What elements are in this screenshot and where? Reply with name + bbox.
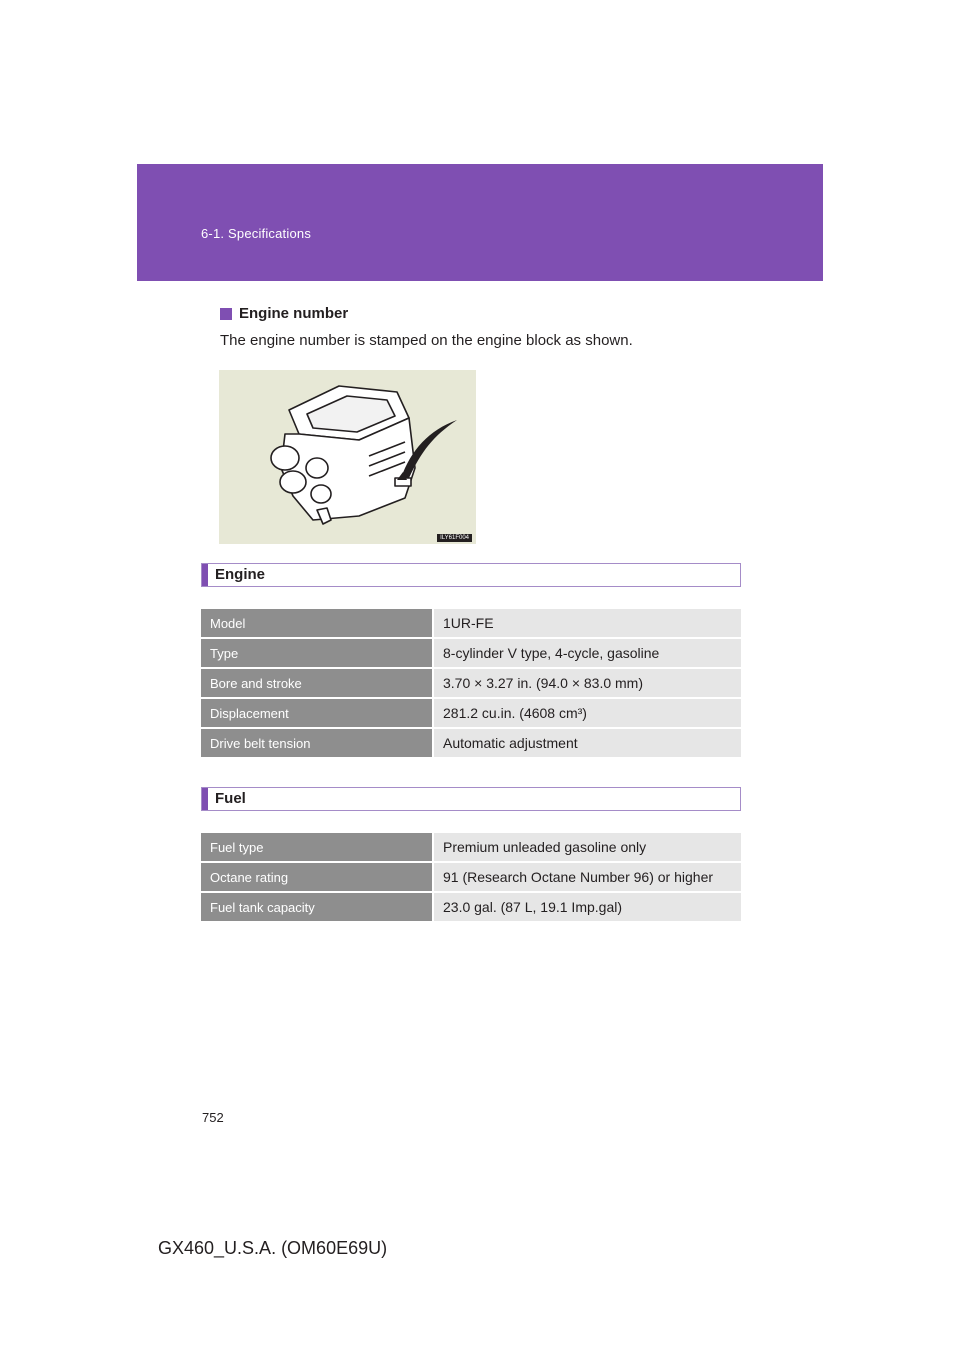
spec-label: Bore and stroke [201,668,433,698]
spec-value: Automatic adjustment [433,728,741,758]
engine-section-header [201,563,741,587]
square-bullet-icon [220,308,232,320]
table-row [201,833,741,862]
fuel-section-header [201,787,741,811]
spec-value: 281.2 cu.in. (4608 cm³) [433,698,741,728]
engine-section-title: Engine [215,566,266,583]
table-row [201,609,741,638]
table-row [201,728,741,758]
section-title: 6-1. Specifications [201,226,312,241]
page-number: 752 [202,1110,224,1125]
engine-number-heading-text: Engine number [239,305,349,322]
engine-illustration [219,370,476,544]
document-code: GX460_U.S.A. (OM60E69U) [158,1238,388,1258]
spec-value: 23.0 gal. (87 L, 19.1 Imp.gal) [433,892,741,922]
spec-label: Fuel tank capacity [201,892,433,922]
table-row [201,638,741,668]
spec-label: Octane rating [201,862,433,892]
table-row [201,668,741,698]
chapter-header-band [137,164,823,281]
engine-number-heading [220,305,348,322]
table-row [201,892,741,922]
figure-code: ILY61F004 [437,534,472,542]
engine-number-description: The engine number is stamped on the engine block as shown. [220,332,633,349]
spec-value: 3.70 × 3.27 in. (94.0 × 83.0 mm) [433,668,741,698]
spec-label: Fuel type [201,833,433,862]
section-accent-bar [202,788,208,810]
fuel-section-title: Fuel [215,790,246,807]
table-row [201,862,741,892]
table-row [201,698,741,728]
engine-spec-table [201,609,741,759]
section-accent-bar [202,564,208,586]
spec-label: Model [201,609,433,638]
spec-value: Premium unleaded gasoline only [433,833,741,862]
spec-label: Type [201,638,433,668]
engine-drawing-icon [219,370,476,544]
spec-label: Displacement [201,698,433,728]
spec-value: 1UR-FE [433,609,741,638]
fuel-spec-table [201,833,741,923]
spec-value: 8-cylinder V type, 4-cycle, gasoline [433,638,741,668]
spec-value: 91 (Research Octane Number 96) or higher [433,862,741,892]
spec-label: Drive belt tension [201,728,433,758]
